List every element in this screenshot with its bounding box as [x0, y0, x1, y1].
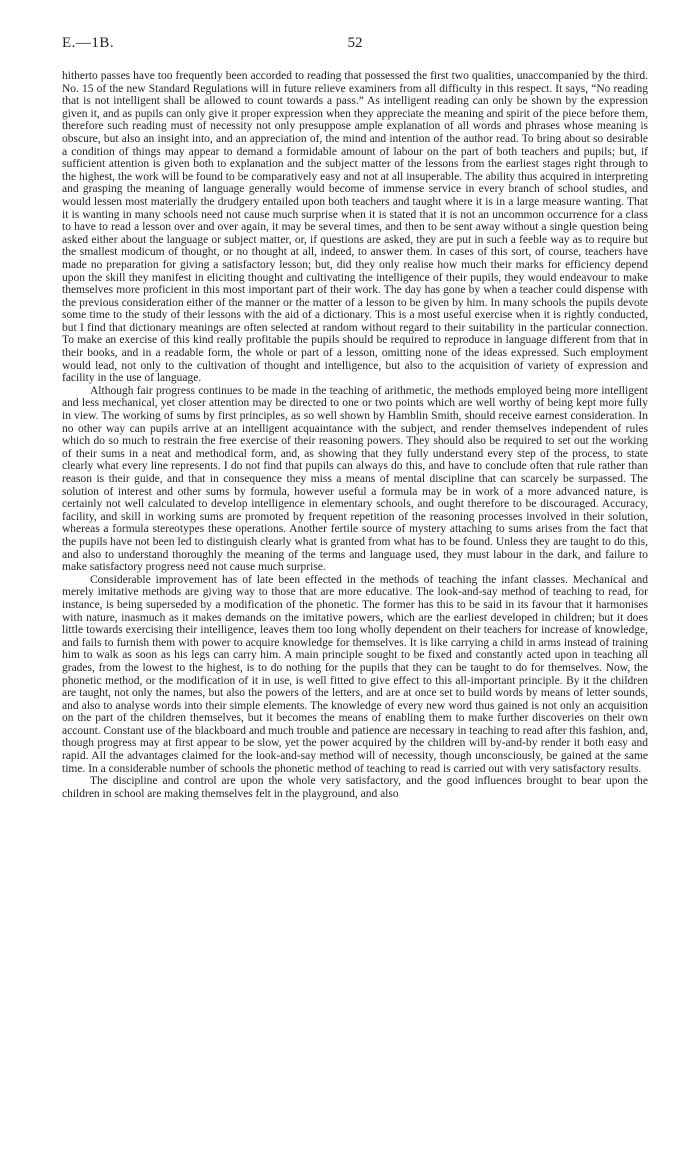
- page-number: 52: [347, 35, 363, 51]
- paragraph-infant-classes: Considerable improvement has of late been effected in the methods of teaching the infant classes. Mechanical and merely imitative methods are giving way to those that are more educative. The look-and-say method of teaching to read, for instance, is being superseded by a modification of the phonetic. The former has this to be said in its favour that it harmonises with nature, inasmuch as it makes demands on the imitative powers, which are the earliest developed in children; but it does little towards exercising their intelligence, leaves them too long wholly dependent on their teachers for increase of knowledge, and fails to furnish them with power to acquire knowledge for themselves. It is like carrying a child in arms instead of training him to walk as soon as his legs can carry him. A main principle sought to be fixed and constantly acted upon in teaching all grades, from the lowest to the highest, is to do nothing for the pupils that they can be taught to do for themselves. Now, the phonetic method, or the modification of it in use, is well fitted to give effect to this all-important principle. By it the children are taught, not only the names, but also the powers of the letters, and are at once set to build words by means of letter sounds, and also to analyse words into their simple elements. The knowledge of every new word thus gained is not only an acquisition on the part of the children themselves, but it becomes the means of enabling them to make further discoveries on their own account. Constant use of the blackboard and much trouble and patience are necessary in teaching to read after this fashion, and, though progress may at first appear to be slow, yet the power acquired by the children will by-and-by render it both easy and rapid. All the advantages claimed for the look-and-say method will of necessity, though unconsciously, be gained at the same time. In a considerable number of schools the phonetic method of teaching to read is carried out with very satisfactory results.: [62, 573, 648, 775]
- paragraph-discipline: The discipline and control are upon the whole very satisfactory, and the good influences brought to bear upon the children in school are making themselves felt in the playground, and also: [62, 775, 648, 800]
- document-reference: E.—1B.: [62, 35, 115, 51]
- page-header: [62, 35, 648, 57]
- paragraph-arithmetic: Although fair progress continues to be made in the teaching of arithmetic, the methods employed being more intelligent and less mechanical, yet closer attention may be directed to one or two points which are well worthy of being kept more fully in view. The working of sums by first principles, as so well shown by Hamblin Smith, should receive earnest consideration. In no other way can pupils arrive at an intelligent acquaintance with the subject, and render themselves independent of rules which do so much to restrain the free exercise of their reasoning powers. They should also be required to set out the working of their sums in a neat and methodical form, and, as showing that they fully understand every step of the process, to state clearly what every line represents. I do not find that pupils can always do this, and have to conclude often that rule rather than reason is their guide, and that in consequence they miss a means of mental discipline that can scarcely be surpassed. The solution of interest and other sums by formula, however useful a formula may be in work of a more advanced nature, is certainly not well calculated to develop intelligence in elementary schools, and ought therefore to be discouraged. Accuracy, facility, and skill in working sums are promoted by frequent repetition of the reasoning processes involved in their solution, whereas a formula stereotypes these operations. Another fertile source of mystery attaching to sums arises from the fact that the pupils have not been led to distinguish clearly what is granted from what has to be found. Unless they are taught to do this, and also to understand thoroughly the meaning of the terms and language used, they must labour in the dark, and failure to make satisfactory progress need not cause much surprise.: [62, 384, 648, 574]
- paragraph-reading: hitherto passes have too frequently been accorded to reading that possessed the first two qualities, unaccompanied by the third. No. 15 of the new Standard Regulations will in future relieve examiners from all difficulty in this respect. It says, “No reading that is not intelligent shall be allowed to count towards a pass.” As intelligent reading can only be shown by the expression given it, and as pupils can only give it proper expression when they appreciate the meaning and spirit of the piece before them, therefore such reading must of necessity not only presuppose ample explanation of all words and phrases whose meaning is obscure, but also an insight into, and an appreciation of, the mind and intention of the author read. To bring about so desirable a condition of things may appear to demand a formidable amount of labour on the part of both teachers and pupils; but, if sufficient attention is given both to explanation and the subject matter of the lessons from the earliest stages right through to the highest, the work will be found to be comparatively easy and not at all insuperable. The ability thus acquired in interpreting and grasping the meaning of language generally would become of immense service in every branch of school studies, and would lessen most materially the drudgery entailed upon both teachers and taught where it is in a large measure wanting. That it is wanting in many schools need not cause much surprise when it is stated that it is not an uncommon occurrence for a class to have to read a lesson over and over again, it may be several times, and then to be sent away without a single question being asked either about the language or subject matter, or, if questions are asked, they are put in such a feeble way as to require but the smallest modicum of thought, or no thought at all, indeed, to answer them. In cases of this sort, of course, teachers have made no preparation for giving a satisfactory lesson; but, did they only realise how much their marks for efficiency depend upon the skill they manifest in eliciting thought and cultivating the intelligence of their pupils, they would endeavour to make themselves more proficient in this most important part of their work. The day has gone by when a teacher could dispense with the previous consideration either of the manner or the matter of a lesson to be given by him. In many schools the pupils devote some time to the study of their lessons with the aid of a dictionary. This is a most useful exercise when it is rightly conducted, but I find that dictionary meanings are often selected at random without regard to their suitability in the particular connection. To make an exercise of this kind really profitable the pupils should be required to reproduce in language different from that in their books, and in a readable form, the whole or part of a lesson, omitting none of the ideas expressed. Such employment would lead, not only to the cultivation of thought and intelligence, but also to the acquisition of variety of expression and facility in the use of language.: [62, 70, 648, 385]
- body-text: [62, 70, 648, 800]
